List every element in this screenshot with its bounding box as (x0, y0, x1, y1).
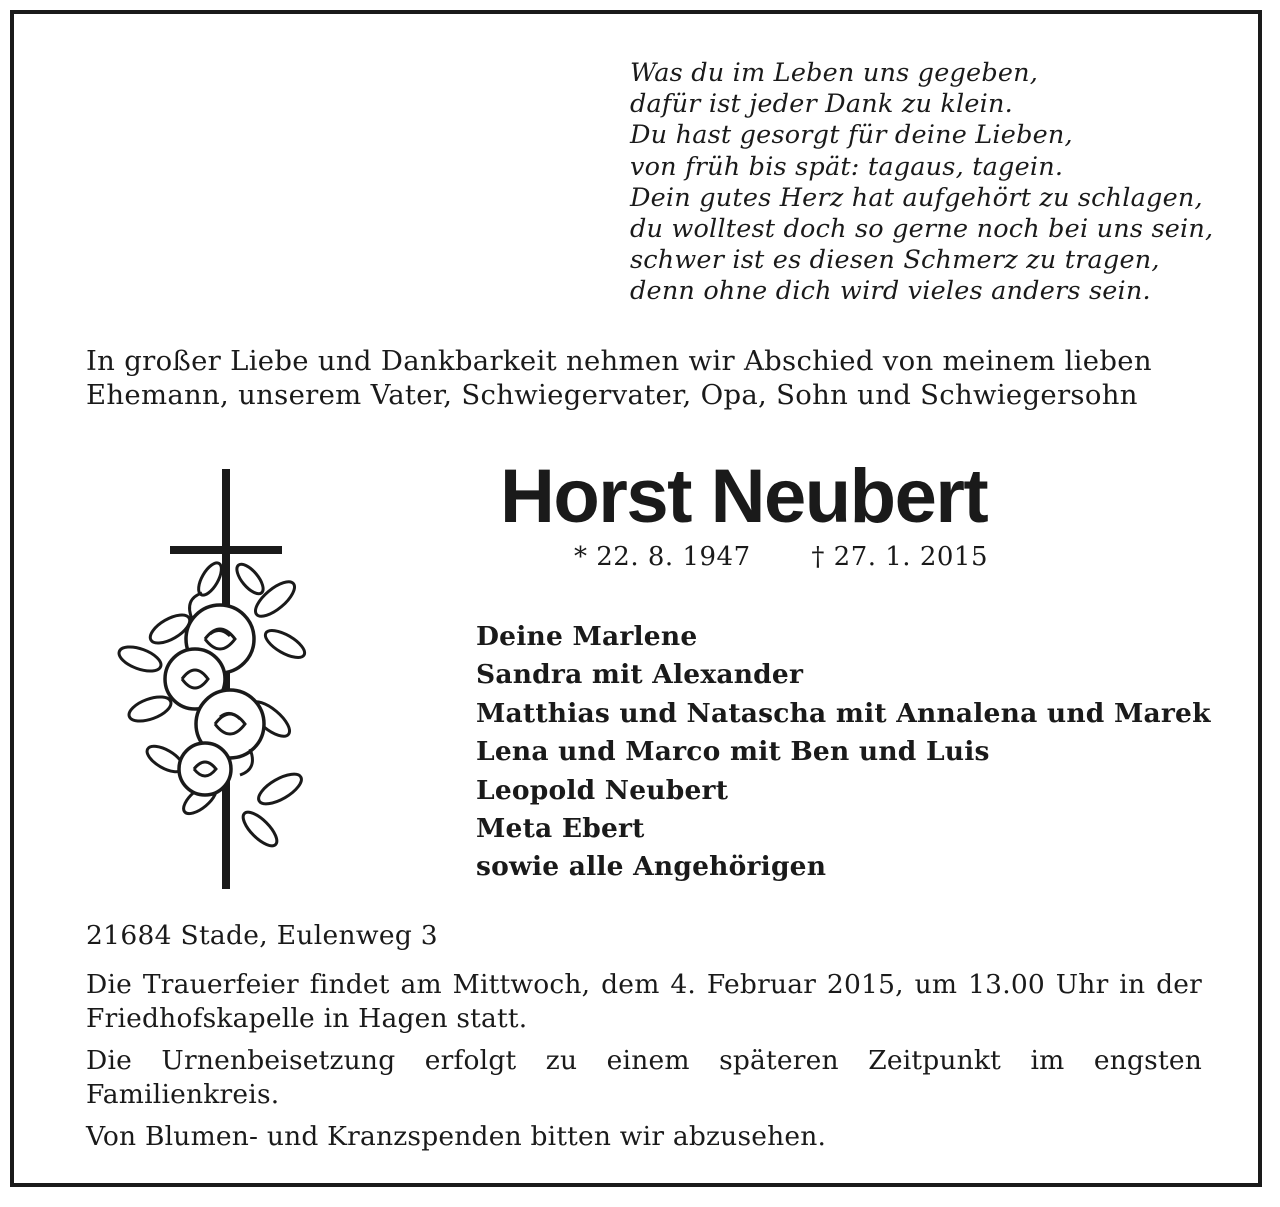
poem-line: Was du im Leben uns gegeben, (630, 58, 1039, 88)
family-member: sowie alle Angehörigen (476, 851, 827, 883)
funeral-notice: Die Trauerfeier findet am Mittwoch, dem 4. Februar 2015, um 13.00 Uhr in der Friedhofskapelle in Hagen statt. (86, 969, 1202, 1034)
poem-line: denn ohne dich wird vieles anders sein. (630, 276, 1151, 307)
obituary-notice (10, 10, 1262, 1187)
birth-date: * 22. 8. 1947 (574, 542, 751, 572)
urn-notice: Die Urnenbeisetzung erfolgt zu einem späteren Zeitpunkt im engsten Familienkreis. (86, 1045, 1202, 1110)
intro-line: In großer Liebe und Dankbarkeit nehmen wir Abschied von meinem lieben (86, 345, 1152, 377)
cross-with-roses-icon (110, 469, 310, 903)
family-member: Matthias und Natascha mit Annalena und Marek (476, 697, 1211, 729)
deceased-name: Horst Neubert (500, 454, 988, 539)
family-member: Meta Ebert (476, 813, 645, 845)
notices (86, 968, 1202, 1162)
poem-line: dafür ist jeder Dank zu klein. (630, 89, 1013, 120)
death-date: † 27. 1. 2015 (811, 542, 989, 572)
address: 21684 Stade, Eulenweg 3 (86, 920, 438, 951)
family-member: Deine Marlene (476, 621, 698, 652)
life-dates (574, 542, 988, 572)
poem-line: Dein gutes Herz hat aufgehört zu schlagen, (630, 182, 1203, 213)
memorial-poem (630, 58, 1213, 308)
family-member: Sandra mit Alexander (476, 659, 804, 691)
intro-line: Ehemann, unserem Vater, Schwiegervater, Opa, Sohn und Schwiegersohn (86, 379, 1138, 411)
poem-line: Du hast gesorgt für deine Lieben, (630, 120, 1073, 151)
family-member: Lena und Marco mit Ben und Luis (476, 736, 990, 768)
family-member: Leopold Neubert (476, 774, 729, 806)
intro-text (86, 344, 1204, 412)
family-signature (476, 618, 1211, 887)
flowers-notice: Von Blumen- und Kranzspenden bitten wir abzusehen. (86, 1121, 827, 1152)
poem-line: schwer ist es diesen Schmerz zu tragen, (630, 245, 1160, 276)
poem-line: von früh bis spät: tagaus, tagein. (630, 151, 1064, 182)
poem-line: du wolltest doch so gerne noch bei uns sein, (630, 214, 1214, 245)
